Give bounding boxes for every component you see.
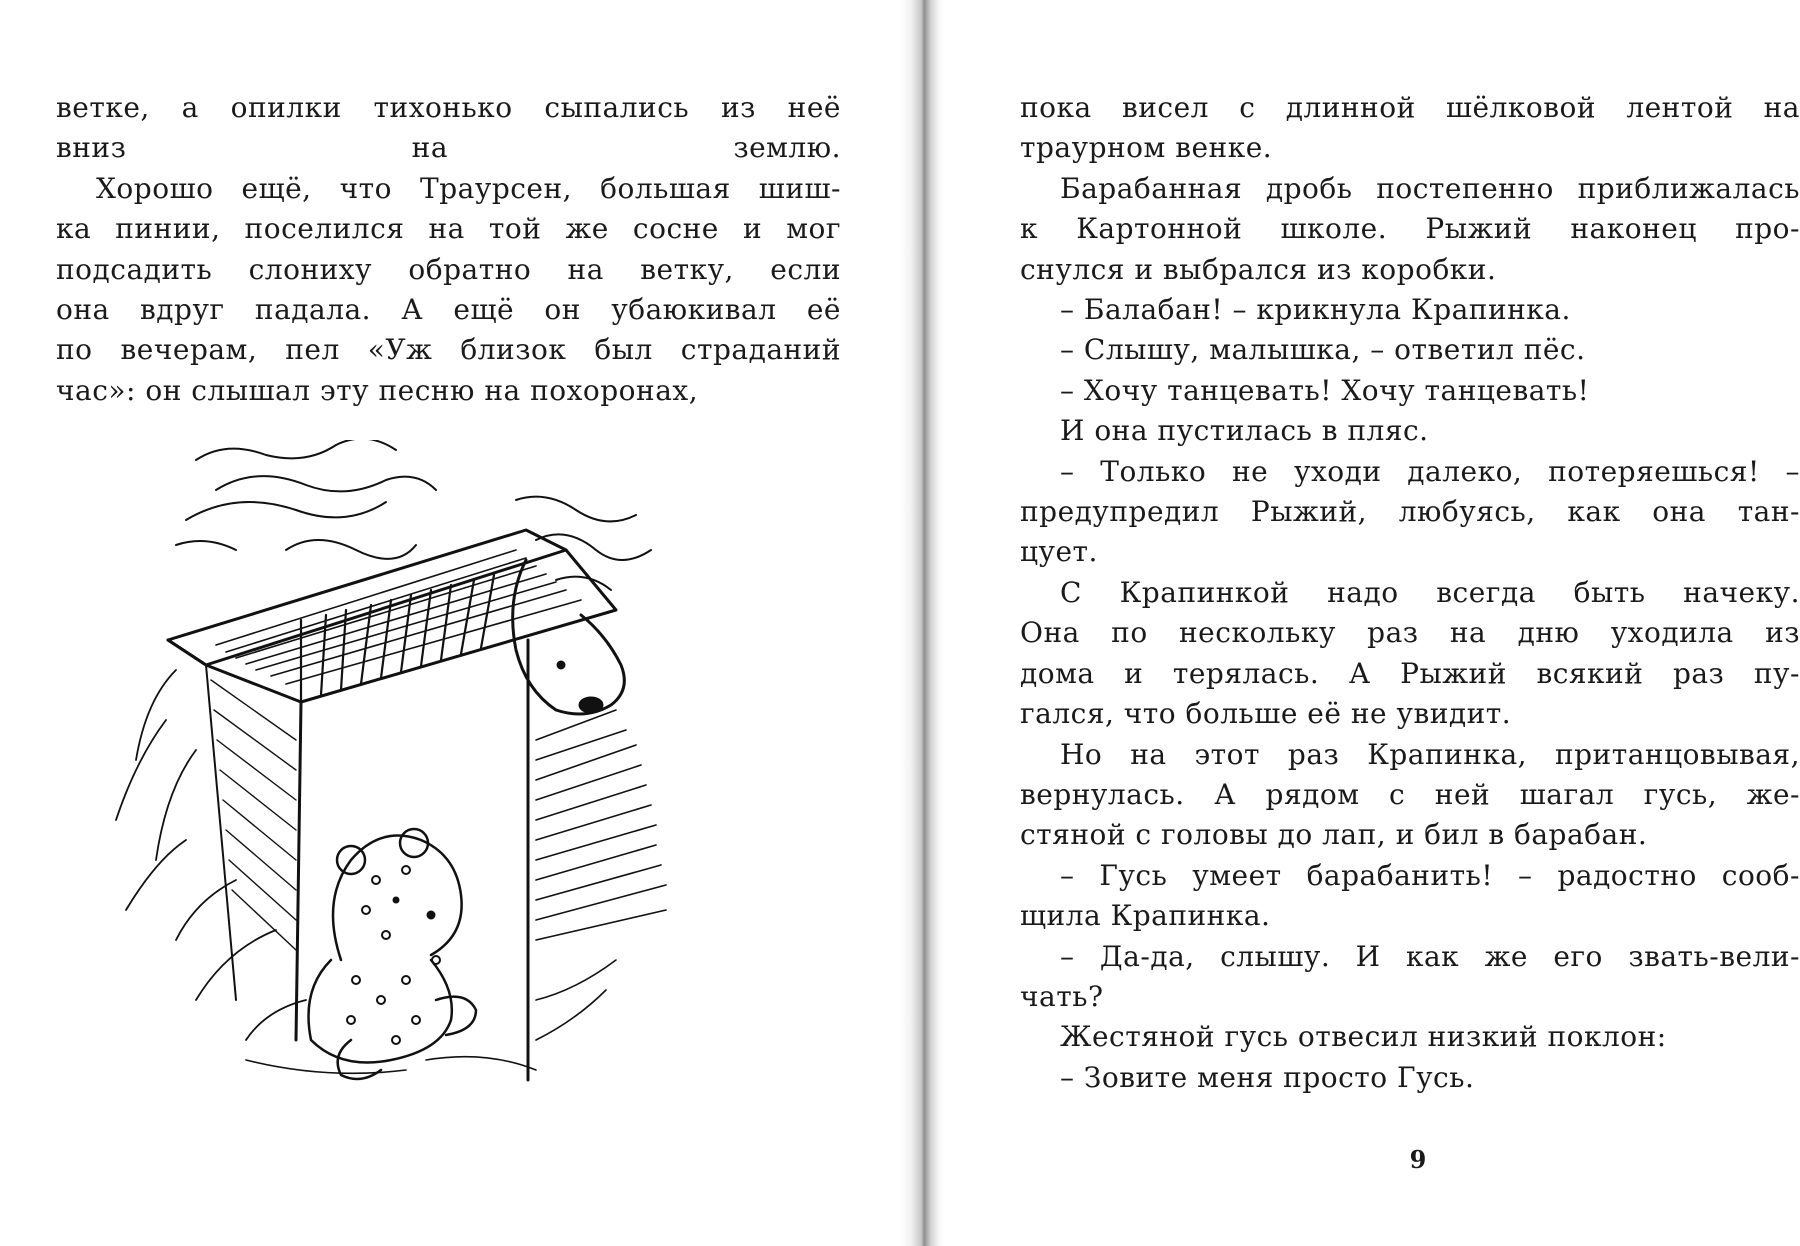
paragraph bbox=[1020, 1017, 1800, 1057]
text-line: снулся и выбрался из коробки. bbox=[1020, 252, 1497, 286]
book-gutter bbox=[900, 0, 944, 1246]
text-line: Хорошо ещё, что Траурсен, большая шиш- bbox=[96, 171, 841, 205]
text-line: – Хочу танцевать! Хочу танцевать! bbox=[1060, 373, 1590, 407]
right-page-text bbox=[1020, 88, 1800, 1098]
text-line: – Зовите меня просто Гусь. bbox=[1060, 1060, 1475, 1094]
text-line: вниз на землю. bbox=[56, 131, 841, 165]
text-line: предупредил Рыжий, любуясь, как она тан- bbox=[1020, 495, 1800, 529]
text-line: – Гусь умеет барабанить! – радостно сооб- bbox=[1060, 858, 1800, 892]
text-line: стяной с головы до лап, и бил в барабан. bbox=[1020, 818, 1648, 852]
text-line: – Только не уходи далеко, потеряешься! – bbox=[1060, 454, 1800, 488]
paragraph bbox=[56, 88, 841, 169]
text-line: час»: он слышал эту песню на похоронах, bbox=[56, 373, 699, 407]
paragraph bbox=[1020, 290, 1800, 330]
paragraph bbox=[1020, 330, 1800, 370]
left-page-text bbox=[56, 88, 841, 411]
paragraph bbox=[1020, 735, 1800, 856]
box-dog-toy-drawing bbox=[96, 440, 816, 1100]
text-line: – Да-да, слышу. И как же его звать-вели- bbox=[1060, 939, 1800, 973]
text-line: пока висел с длинной шёлковой лентой на bbox=[1020, 91, 1800, 124]
paragraph bbox=[1020, 937, 1800, 1018]
text-line: Барабанная дробь постепенно приближалась bbox=[1060, 171, 1800, 205]
paragraph bbox=[1020, 573, 1800, 735]
paragraph bbox=[1020, 1058, 1800, 1098]
text-line: вернулась. А рядом с ней шагал гусь, же- bbox=[1020, 777, 1800, 811]
text-line: Она по нескольку раз на дню уходила из bbox=[1020, 616, 1800, 650]
paragraph bbox=[1020, 169, 1800, 290]
text-line: чать? bbox=[1020, 979, 1104, 1013]
text-line: к Картонной школе. Рыжий наконец про- bbox=[1020, 212, 1800, 246]
text-line: Жестяной гусь отвесил низкий поклон: bbox=[1060, 1020, 1667, 1054]
text-line: она вдруг падала. А ещё он убаюкивал её bbox=[56, 293, 841, 327]
text-line: подсадить слониху обратно на ветку, если bbox=[56, 252, 841, 286]
text-line: ка пинии, поселился на той же сосне и мог bbox=[56, 212, 841, 246]
text-line: щила Крапинка. bbox=[1020, 899, 1271, 933]
paragraph bbox=[1020, 88, 1800, 169]
paragraph bbox=[1020, 371, 1800, 411]
text-line: И она пустилась в пляс. bbox=[1060, 414, 1429, 448]
text-line: цует. bbox=[1020, 535, 1098, 569]
text-line: – Слышу, малышка, – ответил пёс. bbox=[1060, 333, 1586, 367]
text-line: по вечерам, пел «Уж близок был страданий bbox=[56, 333, 841, 367]
text-line: траурном венке. bbox=[1020, 131, 1273, 165]
text-line: – Балабан! – крикнула Крапинка. bbox=[1060, 293, 1571, 327]
text-line: Но на этот раз Крапинка, пританцовывая, bbox=[1060, 737, 1800, 771]
paragraph bbox=[1020, 452, 1800, 573]
paragraph bbox=[1020, 856, 1800, 937]
paragraph bbox=[56, 169, 841, 411]
page-number: 9 bbox=[1409, 1145, 1427, 1174]
ink-illustration bbox=[96, 440, 816, 1100]
text-line: ветке, а опилки тихонько сыпались из неё bbox=[56, 91, 841, 124]
paragraph bbox=[1020, 411, 1800, 451]
text-line: С Крапинкой надо всегда быть начеку. bbox=[1060, 575, 1800, 609]
text-line: дома и терялась. А Рыжий всякий раз пу- bbox=[1020, 656, 1800, 690]
text-line: гался, что больше её не увидит. bbox=[1020, 697, 1512, 731]
